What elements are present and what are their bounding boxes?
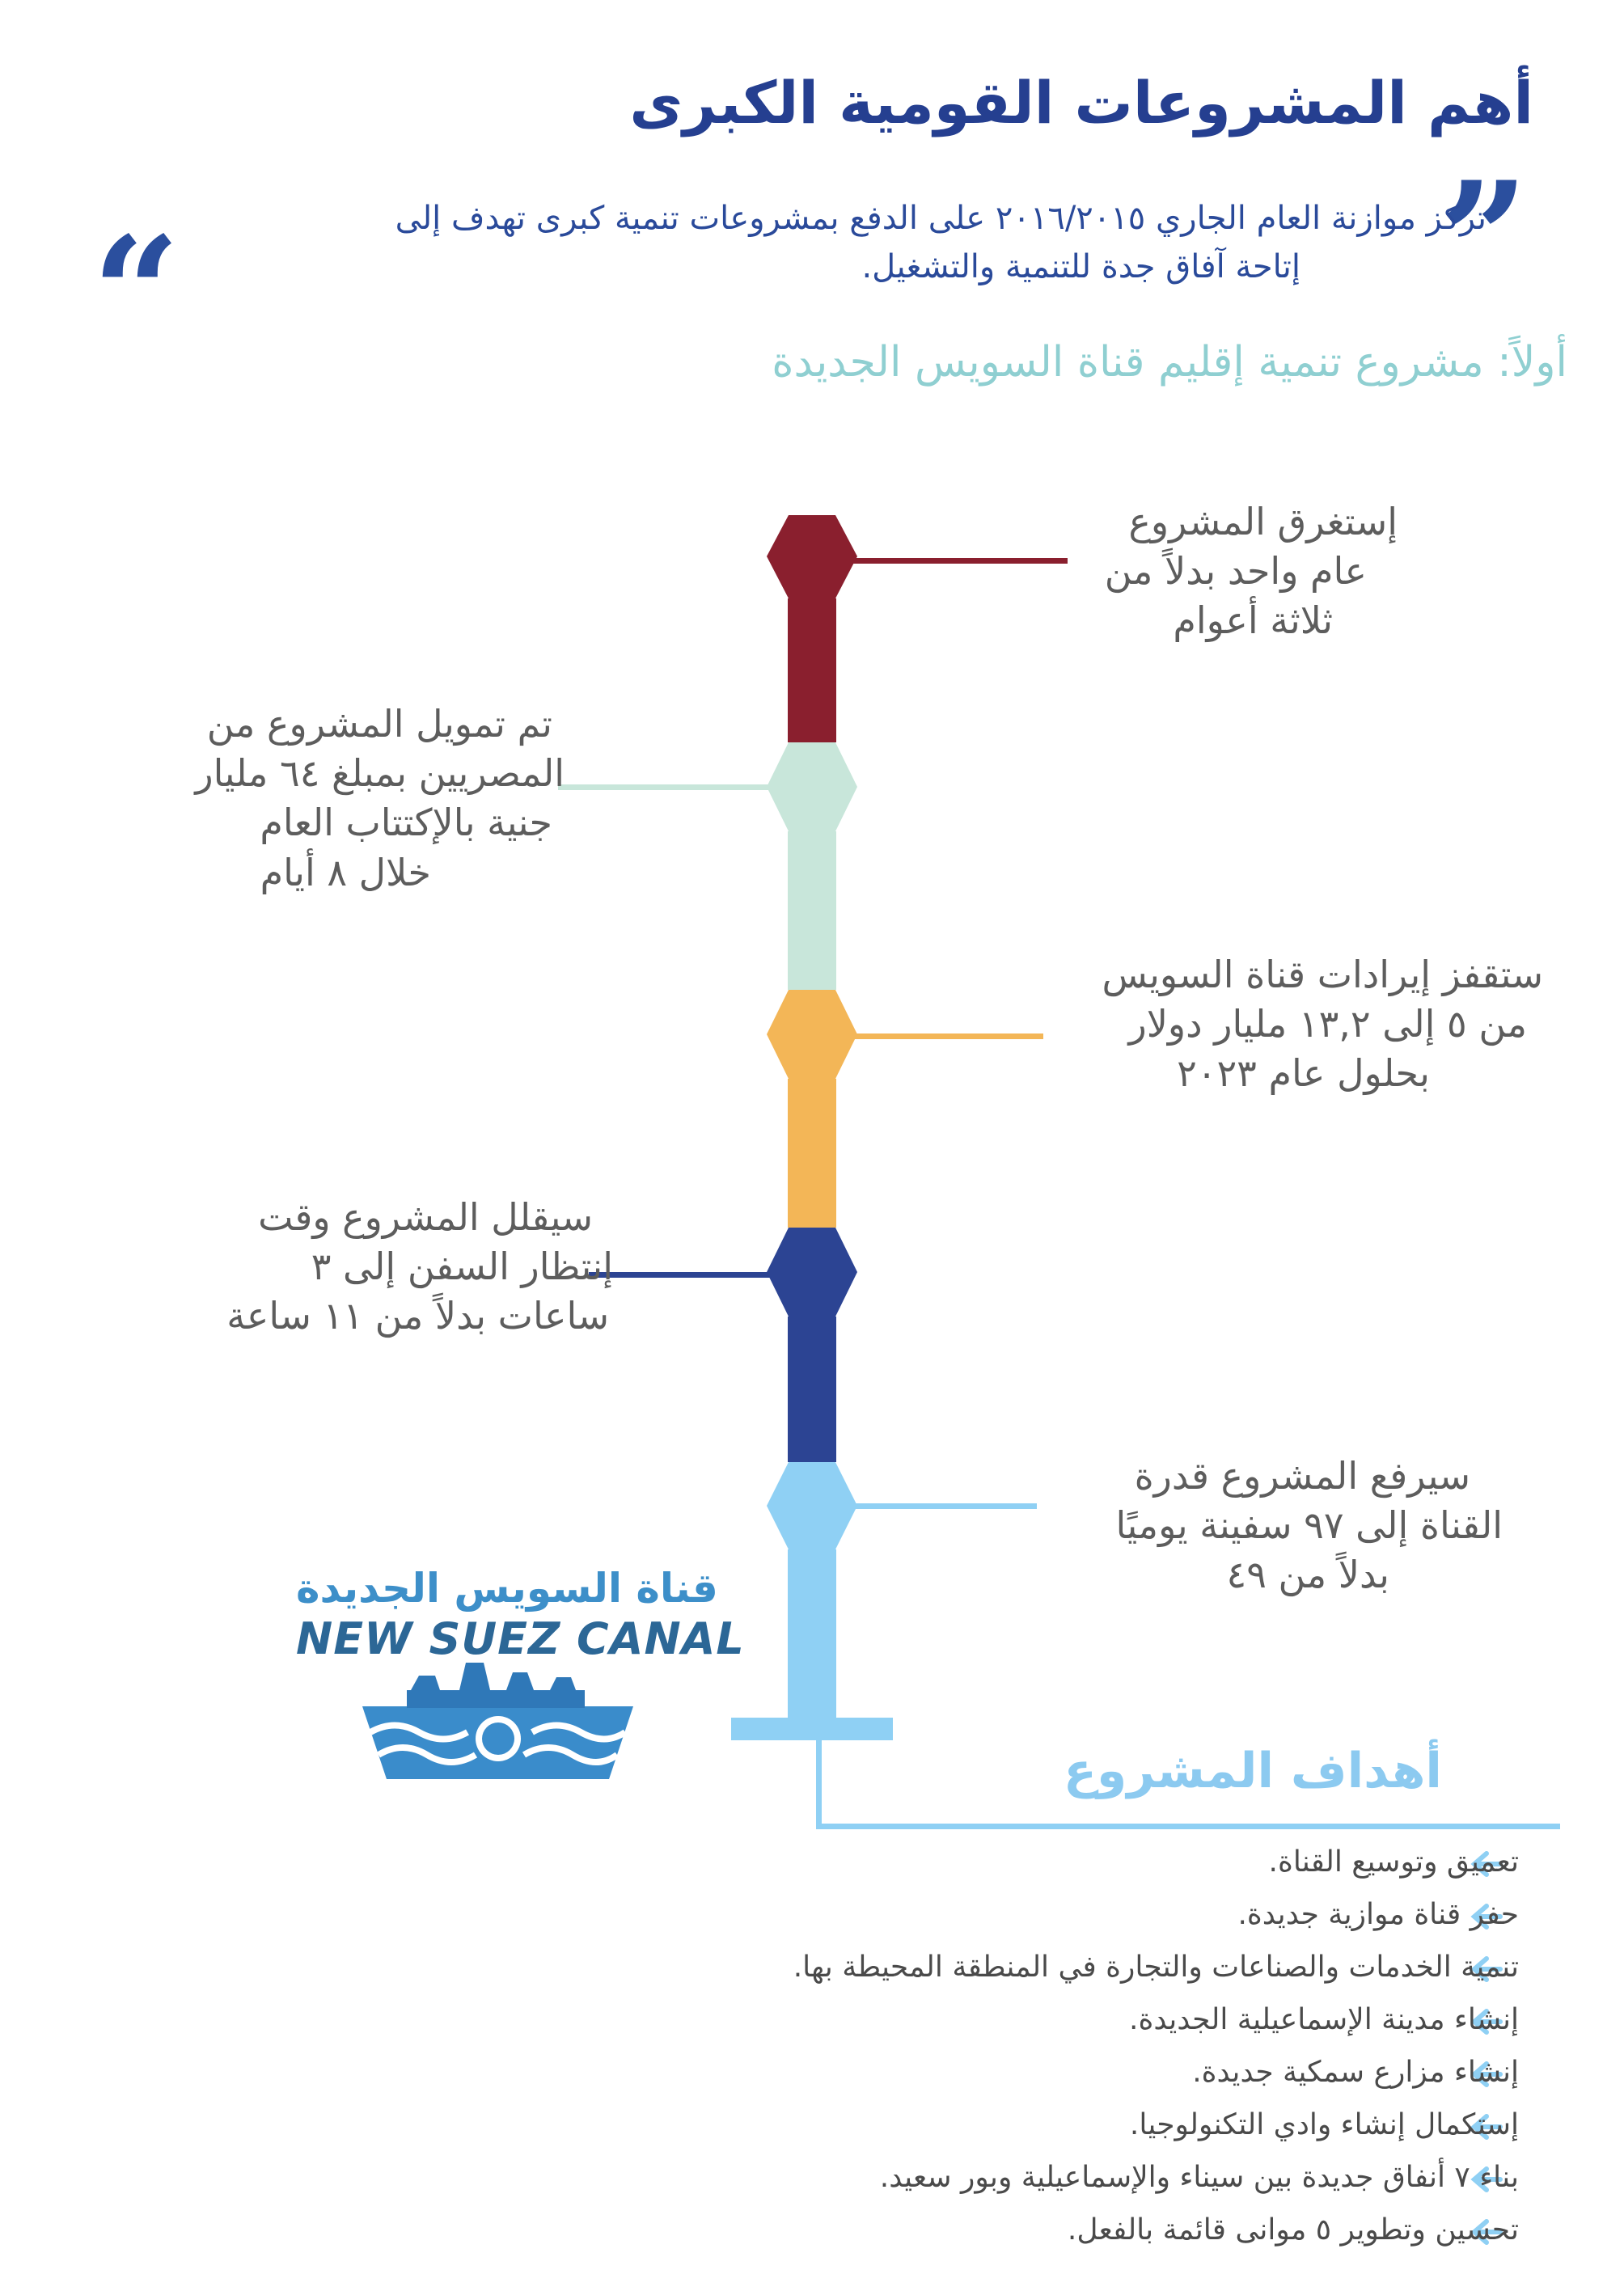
goal-item [1068, 2213, 1519, 2247]
connector-1 [849, 558, 1068, 564]
timeline-node-1 [767, 515, 857, 598]
ship-logo [362, 1663, 633, 1779]
timeline-node-4 [767, 1228, 857, 1317]
intro-line-2: إتاحة آفاق جدة للتنمية والتشغيل. [861, 248, 1300, 285]
page-title: أهم المشروعات القومية الكبرى [629, 69, 1533, 137]
timeline-text-2-line-3: جنية بالإكتتاب العام [260, 801, 552, 845]
goal-text: بناء ٧ أنفاق جديدة بين سيناء والإسماعيلية وبور سعيد. [879, 2161, 1519, 2194]
connector-3 [849, 1033, 1043, 1039]
goal-item [1130, 2108, 1519, 2141]
timeline-text-1-line-3: ثلاثة أعوام [1173, 598, 1333, 643]
timeline-text-3-line-3: بحلول عام ٢٠٢٣ [1177, 1051, 1430, 1096]
goal-text: حفر قناة موازية جديدة. [1237, 1898, 1519, 1931]
goal-item [1129, 2003, 1519, 2036]
logo-english-text: NEW SUEZ CANAL [296, 1613, 745, 1664]
section-heading: أولاً: مشروع تنمية إقليم قناة السويس الجديدة [772, 338, 1567, 387]
goals-connector-horizontal [816, 1824, 1560, 1829]
logo-arabic-text: قناة السويس الجديدة [296, 1565, 718, 1612]
timeline-text-1-line-2: عام واحد بدلاً من [1104, 549, 1367, 594]
timeline-bar-2 [788, 831, 836, 990]
timeline-text-3-line-1: ستقفز إيرادات قناة السويس [1102, 953, 1543, 996]
goals-connector-vertical [816, 1740, 822, 1829]
connector-5 [849, 1503, 1037, 1509]
goal-item [1192, 2056, 1519, 2089]
goal-item [1269, 1845, 1519, 1879]
open-quote-mark: “ [91, 203, 180, 383]
goal-item [793, 1951, 1519, 1984]
goal-item [1237, 1898, 1519, 1931]
timeline-bar-5 [788, 1549, 836, 1729]
goal-item [880, 2161, 1519, 2194]
goal-text: تعميق وتوسيع القناة. [1268, 1845, 1519, 1879]
timeline-text-4 [226, 1193, 613, 1342]
timeline-text-2-line-2: المصريين بمبلغ ٦٤ مليار [195, 751, 565, 796]
goal-text: إنشاء مدينة الإسماعيلية الجديدة. [1129, 2003, 1519, 2036]
goal-text: تنمية الخدمات والصناعات والتجارة في المنطقة المحيطة بها. [793, 1951, 1519, 1984]
timeline-text-1-line-1: إستغرق المشروع [1128, 500, 1398, 543]
goal-text: إنشاء مزارع سمكية جديدة. [1192, 2056, 1519, 2089]
timeline-text-2-line-1: تم تمويل المشروع من [206, 702, 552, 746]
goal-text: إستكمال إنشاء وادي التكنولوجيا. [1129, 2108, 1519, 2141]
timeline-node-3 [767, 990, 857, 1079]
timeline-text-5-line-2: القناة إلى ٩٧ سفينة يوميًا [1115, 1503, 1503, 1548]
timeline-bar-1 [788, 598, 836, 742]
timeline-text-5-line-1: سيرفع المشروع قدرة [1134, 1454, 1470, 1498]
timeline-bar-3 [788, 1079, 836, 1228]
timeline-text-3-line-2: من ٥ إلى ١٣,٢ مليار دولار [1128, 1002, 1527, 1046]
close-quote-mark: ” [1440, 148, 1529, 328]
timeline-text-2 [195, 700, 565, 898]
intro-line-1: تركز موازنة العام الجاري ٢٠١٦/٢٠١٥ على الدفع بمشروعات تنمية كبرى تهدف إلى [395, 200, 1487, 237]
timeline-text-1 [1105, 497, 1398, 646]
timeline-text-3 [1102, 950, 1543, 1099]
timeline-node-5 [767, 1462, 857, 1549]
timeline-node-2 [767, 742, 857, 831]
connector-4 [589, 1272, 776, 1278]
timeline-bar-4 [788, 1317, 836, 1462]
timeline-base [731, 1718, 893, 1740]
timeline-text-4-line-2: إنتظار السفن إلى ٣ [311, 1245, 613, 1289]
goals-heading: أهداف المشروع [1064, 1743, 1442, 1799]
timeline-text-4-line-1: سيقلل المشروع وقت [258, 1195, 593, 1239]
timeline-text-5 [1115, 1452, 1503, 1600]
timeline-text-5-line-3: بدلاً من ٤٩ [1226, 1553, 1389, 1597]
goal-text: تحسين وتطوير ٥ موانى قائمة بالفعل. [1067, 2213, 1519, 2247]
connector-2 [558, 784, 776, 790]
timeline-text-4-line-3: ساعات بدلاً من ١١ ساعة [226, 1294, 609, 1338]
timeline-text-2-line-4: خلال ٨ أيام [260, 850, 431, 894]
